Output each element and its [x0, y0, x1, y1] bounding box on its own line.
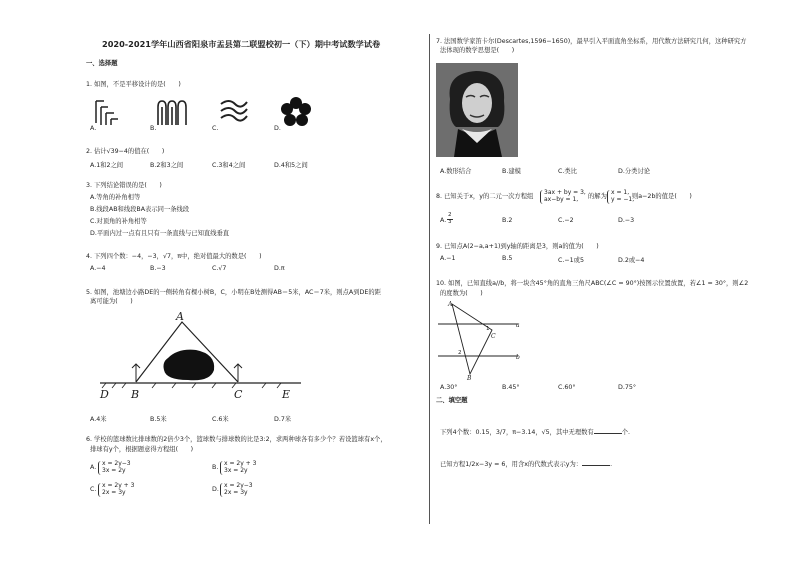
q5-figure-pond [96, 310, 306, 402]
q11-answer-blank[interactable] [594, 427, 622, 434]
q2-option-d[interactable]: D.4和5之间 [274, 162, 308, 169]
exam-title: 2020-2021学年山西省阳泉市盂县第二联盟校初一（下）期中考试数学试卷 [102, 39, 381, 49]
q10-label-b: B [467, 375, 472, 382]
q11-fraction: 3/7 [495, 429, 506, 436]
q10-label-c: C [491, 333, 496, 340]
q12-text-end: . [610, 461, 613, 468]
q12-answer-blank[interactable] [582, 459, 613, 468]
section-fill-heading: 二、填空题 [436, 397, 468, 404]
column-divider [429, 34, 430, 524]
q1-option-a[interactable]: A. [90, 125, 97, 132]
q10-figure-triangle [436, 300, 526, 380]
q5-label-e: E [282, 388, 291, 401]
q10-label-line-b: b [516, 354, 520, 361]
q5-label-c: C [234, 388, 243, 401]
q6-option-d-eq2: 2x = 3y [224, 489, 248, 496]
q8-option-c[interactable]: C.−2 [558, 217, 574, 224]
q12-text-start: 已知方程 [440, 461, 466, 468]
q6-option-a-eq2: 3x = 2y [102, 467, 126, 474]
q6-option-b-eq2: 3x = 2y [224, 467, 248, 474]
q1-stem: 1. 如图，不是平移设计的是( ) [86, 81, 181, 88]
q1-figure-d [281, 97, 311, 127]
q11-text-start: 下列4个数：0.15， [440, 429, 496, 436]
q5-option-d[interactable]: D.7米 [274, 416, 292, 423]
q8-stem-mid: 的解为 [588, 193, 607, 200]
q6-option-c-eq2: 2x = 3y [102, 489, 126, 496]
q8-system-eq1: 3ax + by = 3, [544, 189, 586, 196]
q6-option-a-eq1: x = 2y−3 [102, 460, 131, 467]
q7-option-c[interactable]: C.类比 [558, 168, 577, 175]
section-choice-heading: 一、选择题 [86, 60, 118, 67]
q8-stem-pre: 8. 已知关于x，y的二元一次方程组 [436, 193, 534, 200]
q8-option-a-numerator: 2 [448, 212, 452, 218]
q8-solution-eq1: x = 1, [611, 189, 630, 196]
q8-solution-eq2: y = −1, [611, 196, 635, 203]
q8-option-d[interactable]: D.−3 [618, 217, 635, 224]
q6-option-c-eq1: x = 2y + 3 [102, 482, 135, 489]
q6-stem-line1: 6. 学校的篮球数比排球数的2倍少3个，篮球数与排球数的比是3:2，求两种球各有多少个？若设篮球有x个， [86, 436, 387, 443]
q11-text [440, 427, 630, 437]
q6-option-b-label: B. [212, 464, 219, 471]
q5-label-a: A [176, 310, 184, 323]
descartes-portrait-image [436, 63, 518, 157]
q7-option-a[interactable]: A.数形结合 [440, 168, 472, 175]
q10-stem-line1: 10. 如图，已知直线a//b，将一块含45°角的直角三角尺ABC(∠C = 90°)按图示位置放置，若∠1 = 30°，则∠2 [436, 280, 749, 287]
q5-label-b: B [131, 388, 140, 401]
q2-option-a[interactable]: A.1和2之间 [90, 162, 124, 169]
q9-stem: 9. 已知点A(2−a,a+1)到y轴的距离是3，则a的值为( ) [436, 243, 599, 250]
q8-option-a-denominator: 3 [448, 219, 452, 225]
q7-stem-line1: 7. 法国数学家笛卡尔(Descartes,1596−1650)，最早引入平面直角坐标系，用代数方法研究几何，这种研究方 [436, 38, 747, 45]
q5-option-a[interactable]: A.4米 [90, 416, 107, 423]
q8-stem-post: 则a−2b的值是( ) [632, 193, 692, 200]
q10-stem-line2: 的度数为( ) [440, 290, 483, 297]
q5-label-d: D [100, 388, 109, 401]
q12-text [440, 459, 612, 469]
q12-fraction: 1/2 [465, 461, 476, 468]
q9-option-d[interactable]: D.2或−4 [618, 257, 645, 264]
q6-option-b-eq1: x = 2y + 3 [224, 460, 257, 467]
q4-stem: 4. 下列四个数：−4，−3，√7，π中，绝对值最大的数是( ) [86, 253, 262, 260]
q1-figure-c [219, 98, 249, 126]
q1-option-b[interactable]: B. [150, 125, 157, 132]
q12-text-rest: x−3y = 6，用含x的代数式表示y为： [475, 461, 583, 468]
q10-label-line-a: a [516, 322, 520, 329]
q9-option-b[interactable]: B.5 [502, 255, 513, 262]
q8-option-b[interactable]: B.2 [502, 217, 513, 224]
q10-label-a: A [448, 301, 453, 308]
q10-label-angle-1: 1 [486, 326, 490, 332]
q5-stem-line2: 离可能为( ) [90, 298, 133, 305]
q2-option-b[interactable]: B.2和3之间 [150, 162, 184, 169]
q9-option-a[interactable]: A.−1 [440, 255, 456, 262]
q5-option-c[interactable]: C.6米 [212, 416, 229, 423]
q6-stem-line2: 排球有y个，根据题意得方程组( ) [90, 446, 194, 453]
q2-stem: 2. 估计√39−4的值在( ) [86, 148, 165, 155]
q11-text-end: 个. [621, 429, 631, 436]
q3-stem: 3. 下列结论错误的是( ) [86, 182, 162, 189]
q6-option-d-eq1: x = 2y−3 [224, 482, 253, 489]
q7-stem-line2: 法体现的数学思想是( ) [440, 47, 515, 54]
q4-option-b[interactable]: B.−3 [150, 265, 166, 272]
q10-option-c[interactable]: C.60° [558, 384, 576, 391]
q5-option-b[interactable]: B.5米 [150, 416, 167, 423]
q1-figure-b [156, 97, 186, 127]
q3-option-d[interactable]: D.平面内过一点有且只有一条直线与已知直线垂直 [90, 230, 230, 237]
q8-system-eq2: ax−by = 1, [544, 196, 579, 203]
q7-option-b[interactable]: B.建模 [502, 168, 521, 175]
q1-figure-a [94, 97, 124, 127]
q3-option-b[interactable]: B.线段AB和线段BA表示同一条线段 [90, 206, 190, 213]
q10-option-b[interactable]: B.45° [502, 384, 520, 391]
q8-option-a-label: A. [440, 217, 447, 224]
q3-option-c[interactable]: C.对顶角的补角相等 [90, 218, 147, 225]
q10-option-a[interactable]: A.30° [440, 384, 458, 391]
q10-option-d[interactable]: D.75° [618, 384, 637, 391]
q6-option-c-label: C. [90, 486, 97, 493]
q1-option-d[interactable]: D. [274, 125, 281, 132]
q6-option-d-label: D. [212, 486, 219, 493]
q2-option-c[interactable]: C.3和4之间 [212, 162, 246, 169]
q4-option-a[interactable]: A.−4 [90, 265, 106, 272]
q1-option-c[interactable]: C. [212, 125, 219, 132]
q5-stem-line1: 5. 如图，池塘边小路DE的一侧转角有棵小树B，C，小明在B处测得AB＝5米，AC＝7米，则点A到DE的距 [86, 289, 381, 296]
q7-option-d[interactable]: D.分类讨论 [618, 168, 651, 175]
q9-option-c[interactable]: C.−1或5 [558, 257, 584, 264]
q11-text-rest: ，π−3.14，√5，其中无理数有 [505, 429, 594, 436]
q4-option-c[interactable]: C.√7 [212, 265, 227, 272]
q10-label-angle-2: 2 [458, 350, 462, 356]
q6-option-a-label: A. [90, 464, 97, 471]
q4-option-d[interactable]: D.π [274, 265, 285, 272]
q3-option-a[interactable]: A.等角的补角相等 [90, 194, 141, 201]
